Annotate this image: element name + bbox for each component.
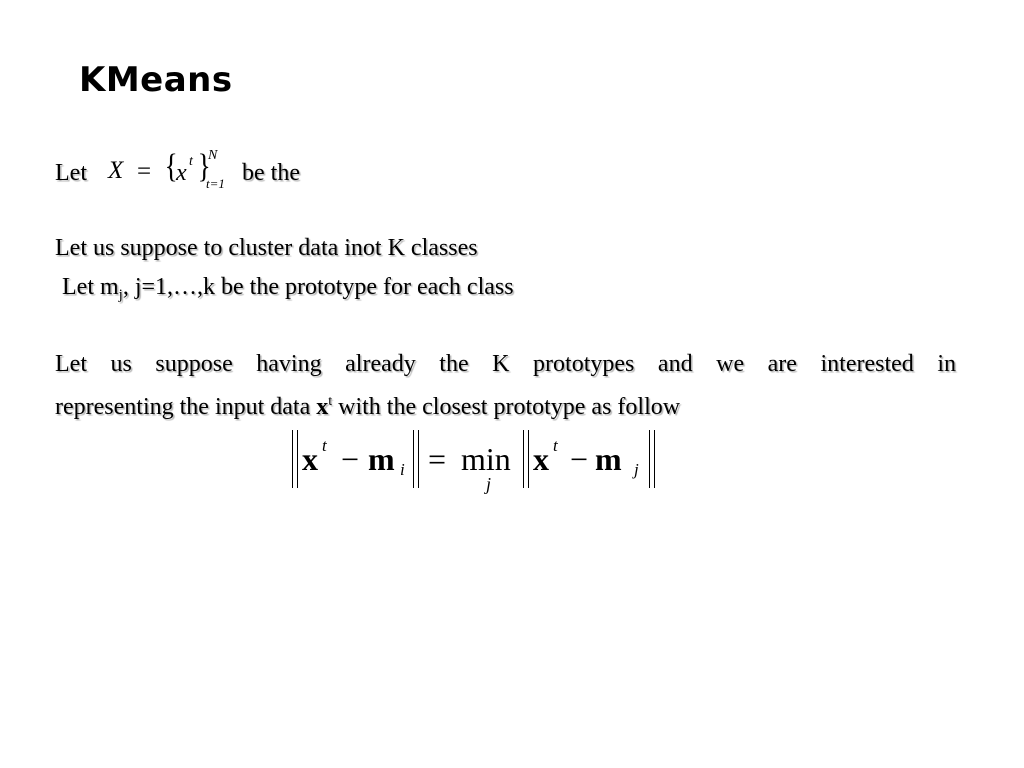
- eq-sub-i: i: [400, 460, 405, 479]
- prototype-suffix: , j=1,…,k be the prototype for each class: [122, 274, 514, 300]
- eq-sup-t: t: [322, 436, 327, 455]
- norm-bar: [654, 430, 655, 488]
- representation-paragraph: [55, 346, 956, 426]
- norm-bar: [649, 430, 650, 488]
- eq-sub-j-2: j: [634, 460, 639, 479]
- eq-x-2: x: [533, 441, 549, 477]
- eq-equals: =: [428, 441, 447, 477]
- eq-minus: −: [341, 441, 360, 477]
- math-equals: =: [137, 158, 152, 185]
- slide-title: KMeans: [79, 60, 233, 100]
- norm-bar: [297, 430, 298, 488]
- kmeans-equation: [289, 428, 669, 498]
- math-upper-N: N: [208, 148, 218, 163]
- math-right-brace: }: [197, 148, 211, 185]
- prototype-prefix: Let m: [62, 274, 119, 300]
- math-sup-t: t: [189, 154, 193, 169]
- sup-t: t: [328, 394, 333, 409]
- paragraph-line-2-suffix: with the closest prototype as follow: [332, 394, 681, 420]
- norm-bar: [523, 430, 524, 488]
- norm-bar: [528, 430, 529, 488]
- math-var-X: X: [108, 157, 124, 184]
- cluster-statement: Let us suppose to cluster data inot K classes: [55, 235, 478, 261]
- eq-m-2: m: [595, 441, 622, 477]
- eq-sub-j: j: [486, 474, 492, 494]
- bold-x: x: [316, 394, 329, 420]
- definition-prefix: Let: [55, 160, 87, 186]
- math-lower-t1: t=1: [206, 176, 225, 191]
- eq-m: m: [368, 441, 395, 477]
- norm-bar: [413, 430, 414, 488]
- norm-bar: [418, 430, 419, 488]
- prototype-subscript: j: [118, 287, 123, 303]
- eq-minus-2: −: [570, 441, 589, 477]
- eq-x: x: [302, 441, 318, 477]
- eq-sup-t-2: t: [553, 436, 558, 455]
- paragraph-line-1: Let us suppose having already the K prototypes and we are interested in: [55, 351, 956, 377]
- prototype-statement: [62, 274, 514, 304]
- norm-bar: [292, 430, 293, 488]
- eq-min: min: [461, 441, 511, 477]
- paragraph-line-2: [55, 394, 680, 420]
- math-left-brace: {: [164, 148, 178, 185]
- definition-suffix: be the: [242, 160, 300, 186]
- paragraph-line-2-prefix: representing the input data: [55, 394, 317, 420]
- math-x: x: [176, 160, 187, 186]
